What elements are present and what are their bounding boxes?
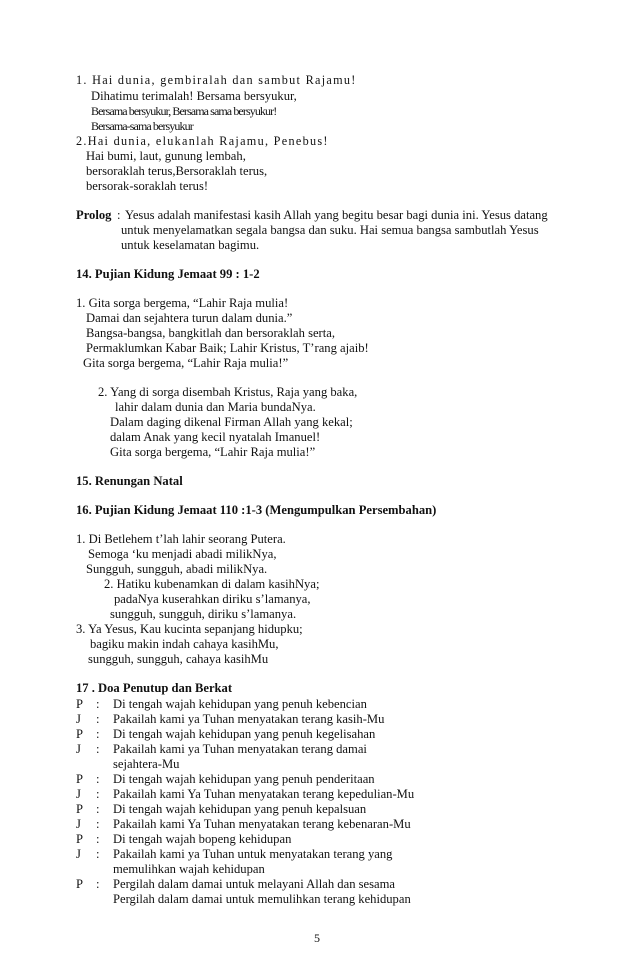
section-16-heading: 16. Pujian Kidung Jemaat 110 :1-3 (Mengumpulkan Persembahan) [76,503,437,517]
hymn-line: 1. Di Betlehem t’lah lahir seorang Putera. [76,532,286,546]
hymn-line: dalam Anak yang kecil nyatalah Imanuel! [110,430,321,444]
prolog-label: Prolog [76,208,112,222]
verse-1-line: Bersama-sama bersyukur [91,119,193,133]
hymn-line: bagiku makin indah cahaya kasihMu, [90,637,279,651]
hymn-line: 3. Ya Yesus, Kau kucinta sepanjang hidupku; [76,622,303,636]
hymn-line: Damai dan sejahtera turun dalam dunia.” [86,311,293,325]
litany-role: P [76,772,84,786]
hymn-line: lahir dalam dunia dan Maria bundaNya. [115,400,316,414]
litany-role: J [76,712,81,726]
litany-colon: : [96,742,100,756]
litany-text: Di tengah wajah kehidupan yang penuh kegelisahan [113,727,376,741]
litany-text: Pakailah kami Ya Tuhan menyatakan terang kebenaran-Mu [113,817,411,831]
litany-role: J [76,817,81,831]
litany-colon: : [96,712,100,726]
litany-role: P [76,832,84,846]
verse-1-line: Dihatimu terimalah! Bersama bersyukur, [91,89,297,103]
section-14-heading: 14. Pujian Kidung Jemaat 99 : 1-2 [76,267,260,281]
litany-role: J [76,787,81,801]
litany-role: P [76,802,84,816]
hymn-line: 2. Yang di sorga disembah Kristus, Raja yang baka, [98,385,358,399]
hymn-line: Sungguh, sungguh, abadi milikNya. [86,562,268,576]
section-17-heading: 17 . Doa Penutup dan Berkat [76,681,233,695]
hymn-line: Permaklumkan Kabar Baik; Lahir Kristus, T’rang ajaib! [86,341,369,355]
prolog-text: Yesus adalah manifestasi kasih Allah yang begitu besar bagi dunia ini. Yesus datang [125,208,548,222]
litany-role: J [76,742,81,756]
litany-text: Pakailah kami ya Tuhan menyatakan terang kasih-Mu [113,712,385,726]
litany-text: Pakailah kami Ya Tuhan menyatakan terang kepedulian-Mu [113,787,415,801]
hymn-line: 2. Hatiku kubenamkan di dalam kasihNya; [104,577,320,591]
litany-text: Pakailah kami ya Tuhan menyatakan terang damai [113,742,367,756]
hymn-line: Bangsa-bangsa, bangkitlah dan bersoraklah serta, [86,326,335,340]
litany-colon: : [96,772,100,786]
verse-2-line: Hai bumi, laut, gunung lembah, [86,149,246,163]
litany-text: sejahtera-Mu [113,757,180,771]
litany-colon: : [96,832,100,846]
litany-role: P [76,697,84,711]
hymn-line: Gita sorga bergema, “Lahir Raja mulia!” [83,356,289,370]
verse-2-title: 2.Hai dunia, elukanlah Rajamu, Penebus! [76,134,329,148]
prolog-colon: : [117,208,121,222]
litany-colon: : [96,697,100,711]
litany-role: P [76,877,84,891]
litany-role: P [76,727,84,741]
litany-colon: : [96,802,100,816]
verse-2-line: bersoraklah terus,Bersoraklah terus, [86,164,268,178]
hymn-line: 1. Gita sorga bergema, “Lahir Raja mulia! [76,296,289,310]
verse-1-line: Bersama bersyukur, Bersama sama bersyukur! [91,104,277,118]
litany-role: J [76,847,81,861]
litany-text: Di tengah wajah bopeng kehidupan [113,832,292,846]
prolog-text: untuk menyelamatkan segala bangsa dan suku. Hai semua bangsa sambutlah Yesus [121,223,539,237]
litany-text: Pakailah kami ya Tuhan untuk menyatakan terang yang [113,847,393,861]
litany-text: Di tengah wajah kehidupan yang penuh kepalsuan [113,802,367,816]
hymn-line: sungguh, sungguh, cahaya kasihMu [88,652,269,666]
hymn-line: Gita sorga bergema, “Lahir Raja mulia!” [110,445,316,459]
litany-text: Pergilah dalam damai untuk melayani Allah dan sesama [113,877,395,891]
verse-1-title: 1. Hai dunia, gembiralah dan sambut Rajamu! [76,73,357,87]
litany-colon: : [96,847,100,861]
hymn-line: Semoga ‘ku menjadi abadi milikNya, [88,547,277,561]
hymn-line: sungguh, sungguh, diriku s’lamanya. [110,607,297,621]
litany-colon: : [96,817,100,831]
litany-text: memulihkan wajah kehidupan [113,862,265,876]
litany-text: Di tengah wajah kehidupan yang penuh kebencian [113,697,367,711]
verse-2-line: bersorak-soraklah terus! [86,179,209,193]
hymn-line: padaNya kuserahkan diriku s’lamanya, [114,592,311,606]
page-number: 5 [314,931,320,945]
litany-colon: : [96,727,100,741]
litany-text: Pergilah dalam damai untuk memulihkan terang kehidupan [113,892,411,906]
litany-colon: : [96,787,100,801]
section-15-heading: 15. Renungan Natal [76,474,183,488]
hymn-line: Dalam daging dikenal Firman Allah yang kekal; [110,415,353,429]
prolog-text: untuk keselamatan bagimu. [121,238,260,252]
litany-text: Di tengah wajah kehidupan yang penuh penderitaan [113,772,375,786]
litany-colon: : [96,877,100,891]
